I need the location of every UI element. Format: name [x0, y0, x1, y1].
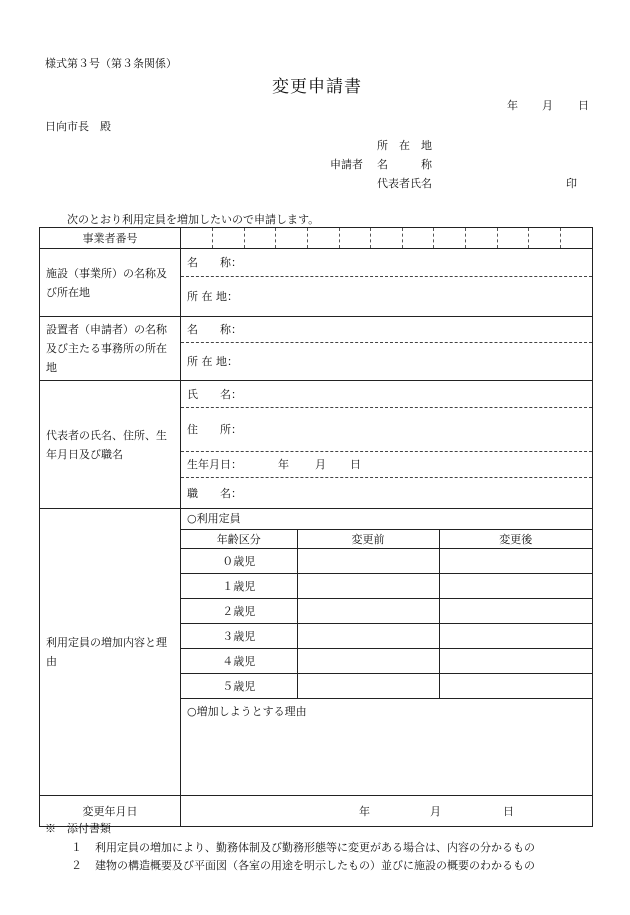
- before-input[interactable]: [297, 624, 439, 649]
- capacity-heading: ○利用定員: [187, 512, 241, 525]
- attachment-text: 建物の構造概要及び平面図（各室の用途を明示したもの）並びに施設の概要のわかるもの: [95, 859, 535, 872]
- date-year: 年: [507, 99, 518, 112]
- founder-label: 設置者（申請者）の名称及び主たる事務所の所在地: [40, 317, 181, 381]
- age-0: ０歳児: [181, 549, 297, 574]
- age-column-header: 年齢区分: [181, 530, 297, 549]
- reason-field[interactable]: [181, 699, 592, 795]
- after-input[interactable]: [439, 674, 592, 699]
- age-3: ３歳児: [181, 624, 297, 649]
- before-column-header: 変更前: [297, 530, 439, 549]
- addressee: 日向市長 殿: [45, 120, 111, 133]
- representative-label: 代表者の氏名、住所、生年月日及び職名: [40, 381, 181, 509]
- form-number: 様式第３号（第３条関係）: [45, 57, 177, 70]
- attachment-item-2: [71, 857, 535, 873]
- reason-label: ○増加しようとする理由: [187, 705, 307, 718]
- age-5: ５歳児: [181, 674, 297, 699]
- business-number-label: 事業者番号: [40, 228, 181, 249]
- attachments-header: ※ 添付書類: [45, 822, 111, 835]
- age-2: ２歳児: [181, 599, 297, 624]
- founder-address-field[interactable]: 所 在 地：: [181, 342, 592, 380]
- change-date-month: 月: [430, 805, 441, 818]
- applicant-address-label: 所 在 地: [377, 139, 432, 152]
- after-input[interactable]: [439, 599, 592, 624]
- attachment-text: 利用定員の増加により、勤務体制及び勤務形態等に変更がある場合は、内容の分かるもの: [95, 841, 535, 854]
- change-date-year: 年: [359, 805, 370, 818]
- founder-name-field[interactable]: 名 称：: [187, 323, 242, 337]
- business-number-field[interactable]: [181, 228, 593, 249]
- applicant-label: 申請者: [330, 158, 363, 171]
- age-1: １歳児: [181, 574, 297, 599]
- attachment-num: １: [71, 841, 82, 854]
- rep-birth-label: 生年月日：: [187, 458, 242, 471]
- capacity-table: [181, 529, 592, 699]
- intro-text: 次のとおり利用定員を増加したいので申請します。: [67, 213, 320, 226]
- change-date-label: 変更年月日: [40, 796, 181, 827]
- before-input[interactable]: [297, 549, 439, 574]
- date-month: 月: [542, 99, 553, 112]
- capacity-label: 利用定員の増加内容と理由: [40, 509, 181, 796]
- applicant-name-label: 名 称: [377, 158, 432, 171]
- before-input[interactable]: [297, 674, 439, 699]
- seal-mark: 印: [566, 177, 577, 190]
- rep-birth-field[interactable]: [181, 451, 592, 477]
- application-table: [39, 227, 593, 827]
- after-input[interactable]: [439, 649, 592, 674]
- age-4: ４歳児: [181, 649, 297, 674]
- facility-name-field[interactable]: 名 称：: [187, 256, 242, 270]
- before-input[interactable]: [297, 574, 439, 599]
- rep-address-field[interactable]: 住 所：: [181, 407, 592, 451]
- date-day: 日: [578, 99, 589, 112]
- page-title: 変更申請書: [272, 77, 362, 97]
- attachment-item-1: [71, 839, 535, 855]
- change-date-day: 日: [503, 805, 514, 818]
- facility-label: 施設（事業所）の名称及び所在地: [40, 249, 181, 317]
- rep-birth-year: 年: [278, 458, 289, 471]
- facility-address-field[interactable]: 所 在 地：: [181, 276, 592, 316]
- rep-title-field[interactable]: 職 名：: [181, 477, 592, 508]
- rep-birth-month: 月: [315, 458, 326, 471]
- rep-name-field[interactable]: 氏 名：: [187, 387, 242, 401]
- change-date-field[interactable]: [181, 796, 593, 827]
- rep-birth-day: 日: [350, 458, 361, 471]
- after-input[interactable]: [439, 574, 592, 599]
- before-input[interactable]: [297, 649, 439, 674]
- applicant-representative-label: 代表者氏名: [377, 177, 432, 190]
- attachment-num: ２: [71, 859, 82, 872]
- after-input[interactable]: [439, 549, 592, 574]
- after-input[interactable]: [439, 624, 592, 649]
- after-column-header: 変更後: [439, 530, 592, 549]
- before-input[interactable]: [297, 599, 439, 624]
